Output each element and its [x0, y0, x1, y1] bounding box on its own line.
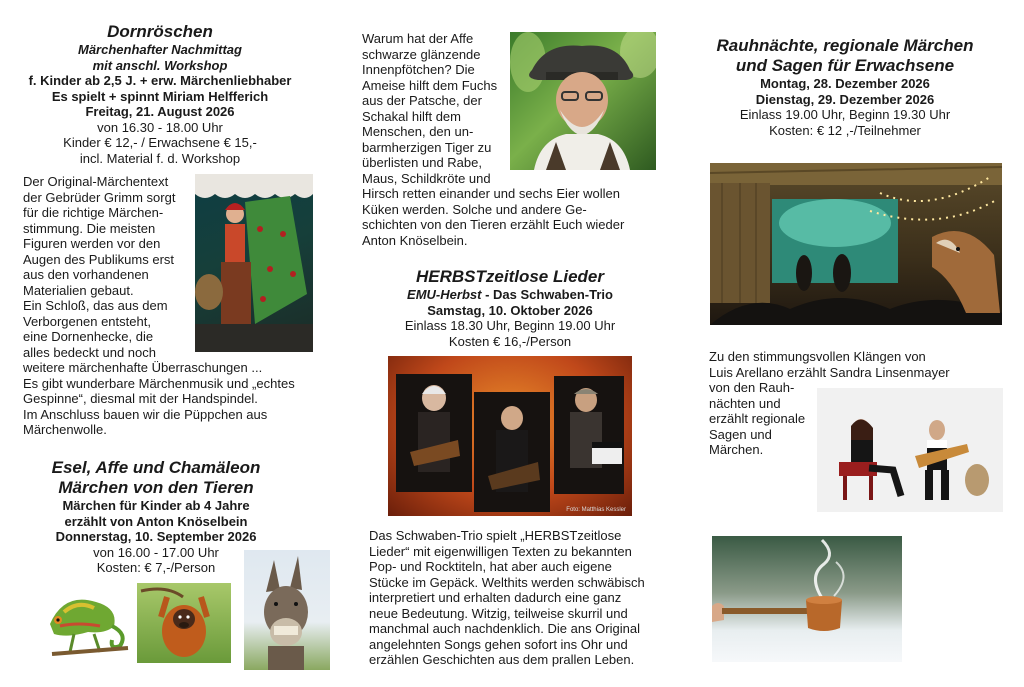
- text-line: Der Original-Märchentext: [23, 174, 169, 189]
- event-date: Freitag, 21. August 2026: [85, 104, 235, 119]
- text-line: Stücke im Gepäck. Welthits werden schwäbisch: [369, 574, 645, 590]
- text-line: Augen des Publikums erst: [23, 251, 175, 267]
- text-line: angelehnten Songs gehen sofort ins Ohr und: [369, 636, 628, 652]
- event-time: von 16.30 - 18.00 Uhr: [97, 119, 223, 135]
- text-line: Sagen und: [709, 426, 772, 442]
- text-line: erzählt regionale: [709, 411, 806, 426]
- text-line: Lieder“ mit eigenwilligen Texten zu bekannten: [369, 543, 632, 559]
- storyteller-photo: [510, 32, 656, 170]
- text-line: Maus, Schildkröte und: [362, 170, 491, 186]
- text-line: Materialien gebaut.: [23, 282, 134, 298]
- event-date: Montag, 28. Dezember 2026: [760, 76, 930, 91]
- event-date: Donnerstag, 10. September 2026: [55, 529, 257, 544]
- schwaben-trio-photo: [388, 356, 632, 516]
- text-line: Anton Knöselbein.: [362, 232, 468, 248]
- event-performer: erzählt von Anton Knöselbein: [64, 513, 248, 529]
- storyteller-guitarist-photo: [817, 388, 1003, 512]
- text-line: nächten und: [709, 395, 781, 411]
- text-line: Ameise hilft dem Fuchs: [362, 77, 498, 93]
- text-line: Hirsch retten einander und sechs Eier wollen: [362, 186, 620, 201]
- orangutan-photo: [137, 583, 231, 663]
- text-line: Ein Schloß, das aus dem: [23, 298, 168, 313]
- text-line: manchmal auch nachdenklich. Die ans Original: [369, 621, 640, 636]
- text-line: überlisten und Rabe,: [362, 155, 482, 170]
- event-subtitle: mit anschl. Workshop: [92, 57, 228, 73]
- event-title-dornroeschen: Dornröschen: [107, 22, 213, 41]
- event-price: Kosten: € 12 ,-/Teilnehmer: [769, 122, 921, 138]
- text-line: Luis Arellano erzählt Sandra Linsenmayer: [709, 364, 950, 380]
- event-price: Kinder € 12,- / Erwachsene € 15,-: [63, 135, 257, 150]
- event-material: incl. Material f. d. Workshop: [79, 150, 241, 166]
- event-title-sagen: und Sagen für Erwachsene: [735, 56, 955, 75]
- event-price: Kosten: € 7,-/Person: [96, 560, 216, 575]
- text-line: eine Dornenhecke, die: [23, 329, 154, 344]
- event-audience: f. Kinder ab 2,5 J. + erw. Märchenliebhaber: [28, 73, 292, 88]
- text-line: Märchen.: [709, 442, 764, 457]
- text-line: stimmung. Die meisten: [23, 220, 156, 236]
- event-date: Dienstag, 29. Dezember 2026: [755, 91, 935, 107]
- event-subtitle: [345, 287, 675, 303]
- event-title-maerchen-tiere: Märchen von den Tieren: [58, 478, 254, 497]
- text-line: Menschen, den un-: [362, 124, 474, 139]
- event-title-rauhnaechte: Rauhnächte, regionale Märchen: [716, 36, 974, 55]
- text-line: der Gebrüder Grimm sorgt: [23, 189, 176, 205]
- event-performer: Es spielt + spinnt Miriam Helfferich: [51, 88, 269, 104]
- text-line: Das Schwaben-Trio spielt „HERBSTzeitlose: [369, 528, 622, 543]
- event-price: Kosten € 16,-/Person: [448, 333, 572, 349]
- photo-credit: Foto: Matthias Kessler: [566, 507, 626, 513]
- event-title-esel-affe: Esel, Affe und Chamäleon: [51, 458, 261, 477]
- event-time: Einlass 18.30 Uhr, Beginn 19.00 Uhr: [404, 318, 616, 333]
- incense-pan-photo: [712, 536, 902, 662]
- text-line: alles bedeckt und noch: [23, 344, 156, 360]
- text-line: Es gibt wunderbare Märchenmusik und „echtes: [23, 375, 295, 391]
- text-line: Küken werden. Solche und andere Ge-: [362, 201, 587, 217]
- event-time: Einlass 19.00 Uhr, Beginn 19.30 Uhr: [739, 107, 951, 122]
- event-date: Samstag, 10. Oktober 2026: [427, 302, 593, 318]
- text-line: Zu den stimmungsvollen Klängen von: [709, 349, 926, 364]
- text-line: von den Rauh-: [709, 380, 795, 395]
- donkey-photo: [244, 550, 330, 670]
- text-line: Märchenwolle.: [23, 422, 107, 437]
- text-line: Pop- und Rocktiteln, hat aber auch eigene: [369, 559, 612, 574]
- event-time: von 16.00 - 17.00 Uhr: [93, 544, 219, 560]
- chameleon-photo: [44, 582, 130, 662]
- event-audience: Märchen für Kinder ab 4 Jahre: [62, 498, 250, 513]
- barn-performance-photo: [710, 163, 1002, 325]
- text-line: Schakal hilft dem: [362, 108, 461, 124]
- event-subtitle-emu: EMU-Herbst: [407, 287, 482, 302]
- text-line: erzählen Geschichten aus dem prallen Leben.: [369, 652, 635, 667]
- text-line: interpretiert und erhalten dadurch eine ganz: [369, 590, 622, 605]
- event-title-herbstzeitlose: HERBSTzeitlose Lieder: [416, 267, 604, 286]
- text-line: Verborgenen entsteht,: [23, 313, 151, 329]
- event-subtitle-trio: - Das Schwaben-Trio: [481, 287, 613, 302]
- text-line: aus den vorhandenen: [23, 267, 149, 282]
- event-subtitle: Märchenhafter Nachmittag: [78, 42, 242, 57]
- text-line: Figuren werden vor den: [23, 236, 161, 251]
- text-line: schwarze glänzende: [362, 46, 481, 62]
- text-line: schichten von den Tieren erzählt Euch wieder: [362, 217, 625, 232]
- text-line: Warum hat der Affe: [362, 31, 474, 46]
- text-line: barmherzigen Tiger zu: [362, 139, 492, 155]
- text-line: Gespinne“, diesmal mit der Handspindel.: [23, 391, 258, 406]
- text-line: Im Anschluss bauen wir die Püppchen aus: [23, 406, 268, 422]
- text-line: für die richtige Märchen-: [23, 205, 164, 220]
- text-line: aus der Patsche, der: [362, 93, 482, 108]
- text-line: neue Bedeutung. Witzig, teilweise skurril und: [369, 605, 628, 621]
- text-line: Innenpfötchen? Die: [362, 62, 475, 77]
- text-line: weitere märchenhafte Überraschungen ...: [23, 360, 263, 375]
